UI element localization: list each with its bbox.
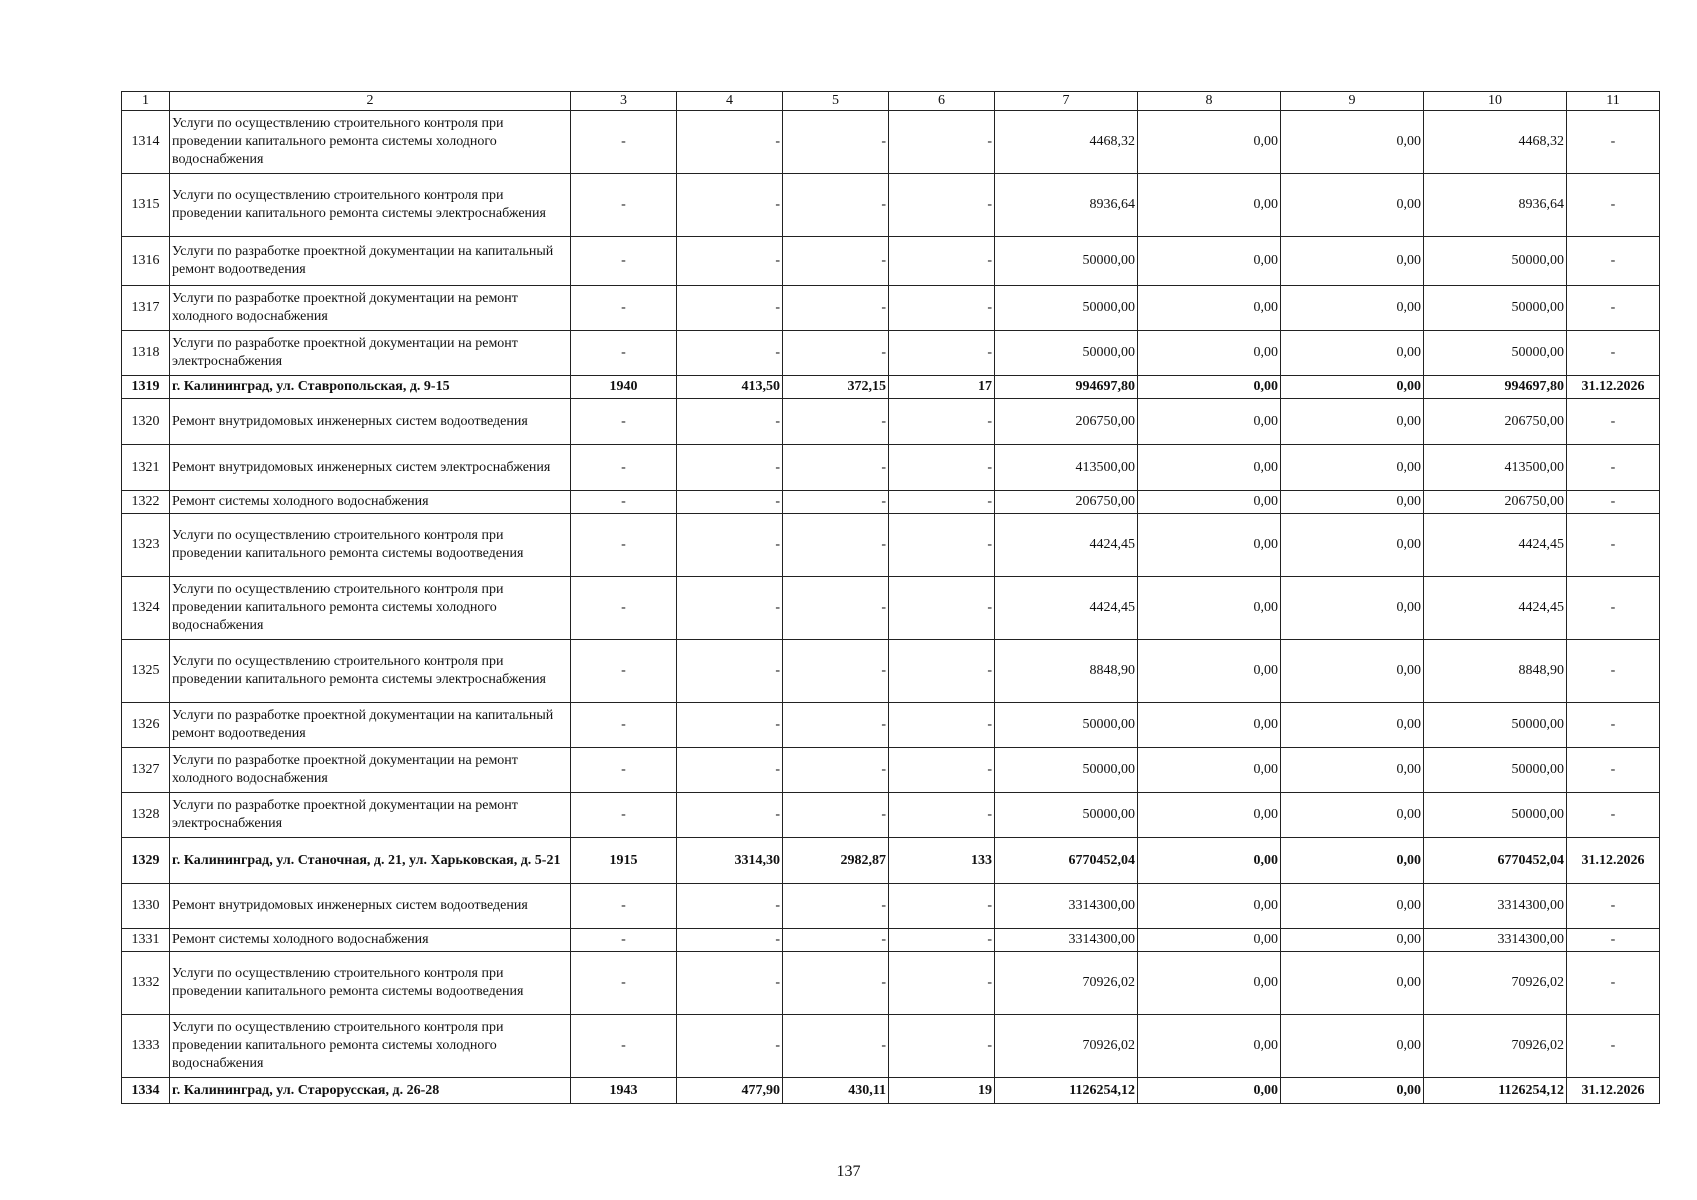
living-area-cell: - (783, 703, 889, 748)
owners-funds-cell: 70926,02 (1424, 1015, 1567, 1078)
deadline-cell: - (1567, 445, 1660, 491)
row-number-cell: 1320 (122, 399, 170, 445)
row-number-cell: 1315 (122, 174, 170, 237)
total-area-cell: - (677, 445, 783, 491)
funding-cell: 0,00 (1138, 577, 1281, 640)
year-cell: - (571, 748, 677, 793)
deadline-cell: - (1567, 1015, 1660, 1078)
funding-cell: 0,00 (1281, 286, 1424, 331)
work-name-cell: г. Калининград, ул. Станочная, д. 21, ул. Харьковская, д. 5-21 (170, 838, 571, 884)
work-name-cell: Услуги по разработке проектной документации на ремонт электроснабжения (170, 331, 571, 376)
living-area-cell: - (783, 491, 889, 514)
living-area-cell: - (783, 237, 889, 286)
deadline-cell: - (1567, 952, 1660, 1015)
total-area-cell: - (677, 640, 783, 703)
column-header: 5 (783, 92, 889, 111)
funding-cell: 0,00 (1138, 514, 1281, 577)
residents-cell: - (889, 793, 995, 838)
work-name-cell: Ремонт системы холодного водоснабжения (170, 491, 571, 514)
year-cell: - (571, 577, 677, 640)
table-row (122, 445, 1660, 491)
year-cell: - (571, 111, 677, 174)
funding-cell: 0,00 (1138, 445, 1281, 491)
owners-funds-cell: 413500,00 (1424, 445, 1567, 491)
funding-cell: 0,00 (1138, 1015, 1281, 1078)
residents-cell: - (889, 577, 995, 640)
year-cell: - (571, 514, 677, 577)
funding-cell: 0,00 (1281, 491, 1424, 514)
row-number-cell: 1328 (122, 793, 170, 838)
year-cell: - (571, 703, 677, 748)
work-name-cell: Услуги по осуществлению строительного контроля при проведении капитального ремонта системы электроснабжения (170, 174, 571, 237)
deadline-cell: - (1567, 331, 1660, 376)
residents-cell: - (889, 929, 995, 952)
funding-cell: 0,00 (1281, 514, 1424, 577)
row-number-cell: 1329 (122, 838, 170, 884)
funding-cell: 0,00 (1281, 399, 1424, 445)
funding-cell: 0,00 (1138, 1078, 1281, 1104)
work-name-cell: Ремонт внутридомовых инженерных систем водоотведения (170, 884, 571, 929)
funding-cell: 0,00 (1281, 577, 1424, 640)
work-name-cell: Услуги по осуществлению строительного контроля при проведении капитального ремонта системы электроснабжения (170, 640, 571, 703)
residents-cell: 19 (889, 1078, 995, 1104)
residents-cell: 133 (889, 838, 995, 884)
living-area-cell: - (783, 793, 889, 838)
total-cost-cell: 413500,00 (995, 445, 1138, 491)
owners-funds-cell: 8936,64 (1424, 174, 1567, 237)
work-name-cell: Услуги по осуществлению строительного контроля при проведении капитального ремонта системы холодного водоснабжения (170, 577, 571, 640)
total-area-cell: - (677, 399, 783, 445)
work-name-cell: Услуги по осуществлению строительного контроля при проведении капитального ремонта системы водоотведения (170, 514, 571, 577)
year-cell: - (571, 793, 677, 838)
owners-funds-cell: 70926,02 (1424, 952, 1567, 1015)
table-row (122, 111, 1660, 174)
year-cell: - (571, 174, 677, 237)
living-area-cell: - (783, 640, 889, 703)
row-number-cell: 1324 (122, 577, 170, 640)
table-row (122, 748, 1660, 793)
table-row (122, 838, 1660, 884)
row-number-cell: 1314 (122, 111, 170, 174)
column-header: 9 (1281, 92, 1424, 111)
row-number-cell: 1321 (122, 445, 170, 491)
funding-cell: 0,00 (1138, 703, 1281, 748)
works-table (121, 91, 1660, 1104)
funding-cell: 0,00 (1138, 111, 1281, 174)
table-row (122, 399, 1660, 445)
funding-cell: 0,00 (1138, 237, 1281, 286)
living-area-cell: - (783, 929, 889, 952)
table-row (122, 640, 1660, 703)
year-cell: - (571, 1015, 677, 1078)
total-cost-cell: 50000,00 (995, 331, 1138, 376)
row-number-cell: 1327 (122, 748, 170, 793)
row-number-cell: 1319 (122, 376, 170, 399)
funding-cell: 0,00 (1281, 640, 1424, 703)
row-number-cell: 1333 (122, 1015, 170, 1078)
column-header: 8 (1138, 92, 1281, 111)
funding-cell: 0,00 (1138, 640, 1281, 703)
total-cost-cell: 50000,00 (995, 748, 1138, 793)
work-name-cell: Услуги по осуществлению строительного контроля при проведении капитального ремонта системы холодного водоснабжения (170, 111, 571, 174)
work-name-cell: Ремонт системы холодного водоснабжения (170, 929, 571, 952)
work-name-cell: Услуги по осуществлению строительного контроля при проведении капитального ремонта системы холодного водоснабжения (170, 1015, 571, 1078)
total-area-cell: - (677, 748, 783, 793)
owners-funds-cell: 206750,00 (1424, 491, 1567, 514)
total-cost-cell: 3314300,00 (995, 929, 1138, 952)
residents-cell: - (889, 174, 995, 237)
residents-cell: - (889, 703, 995, 748)
funding-cell: 0,00 (1281, 793, 1424, 838)
owners-funds-cell: 8848,90 (1424, 640, 1567, 703)
owners-funds-cell: 50000,00 (1424, 748, 1567, 793)
table-row (122, 952, 1660, 1015)
living-area-cell: - (783, 952, 889, 1015)
funding-cell: 0,00 (1281, 111, 1424, 174)
row-number-cell: 1317 (122, 286, 170, 331)
deadline-cell: - (1567, 399, 1660, 445)
funding-cell: 0,00 (1281, 929, 1424, 952)
total-cost-cell: 8848,90 (995, 640, 1138, 703)
column-header: 7 (995, 92, 1138, 111)
total-area-cell: - (677, 703, 783, 748)
residents-cell: - (889, 445, 995, 491)
column-header: 2 (170, 92, 571, 111)
funding-cell: 0,00 (1281, 703, 1424, 748)
funding-cell: 0,00 (1138, 491, 1281, 514)
owners-funds-cell: 4424,45 (1424, 514, 1567, 577)
column-header: 4 (677, 92, 783, 111)
living-area-cell: - (783, 286, 889, 331)
owners-funds-cell: 50000,00 (1424, 237, 1567, 286)
total-area-cell: - (677, 577, 783, 640)
year-cell: - (571, 884, 677, 929)
total-cost-cell: 50000,00 (995, 237, 1138, 286)
total-cost-cell: 50000,00 (995, 793, 1138, 838)
total-area-cell: - (677, 111, 783, 174)
total-cost-cell: 994697,80 (995, 376, 1138, 399)
owners-funds-cell: 6770452,04 (1424, 838, 1567, 884)
owners-funds-cell: 50000,00 (1424, 703, 1567, 748)
row-number-cell: 1330 (122, 884, 170, 929)
residents-cell: - (889, 237, 995, 286)
residents-cell: - (889, 952, 995, 1015)
residents-cell: - (889, 399, 995, 445)
owners-funds-cell: 206750,00 (1424, 399, 1567, 445)
funding-cell: 0,00 (1138, 376, 1281, 399)
funding-cell: 0,00 (1138, 929, 1281, 952)
table-row (122, 793, 1660, 838)
living-area-cell: - (783, 748, 889, 793)
total-area-cell: 477,90 (677, 1078, 783, 1104)
living-area-cell: 372,15 (783, 376, 889, 399)
page-number: 137 (836, 1163, 861, 1180)
funding-cell: 0,00 (1138, 174, 1281, 237)
total-area-cell: - (677, 929, 783, 952)
living-area-cell: - (783, 174, 889, 237)
funding-cell: 0,00 (1281, 838, 1424, 884)
table-row (122, 286, 1660, 331)
living-area-cell: - (783, 445, 889, 491)
owners-funds-cell: 994697,80 (1424, 376, 1567, 399)
year-cell: 1940 (571, 376, 677, 399)
work-name-cell: г. Калининград, ул. Ставропольская, д. 9-15 (170, 376, 571, 399)
row-number-cell: 1334 (122, 1078, 170, 1104)
deadline-cell: 31.12.2026 (1567, 376, 1660, 399)
table-row (122, 1015, 1660, 1078)
residents-cell: - (889, 640, 995, 703)
total-cost-cell: 3314300,00 (995, 884, 1138, 929)
year-cell: - (571, 445, 677, 491)
total-cost-cell: 206750,00 (995, 399, 1138, 445)
funding-cell: 0,00 (1138, 884, 1281, 929)
table-row (122, 929, 1660, 952)
row-number-cell: 1331 (122, 929, 170, 952)
total-area-cell: - (677, 174, 783, 237)
total-area-cell: - (677, 793, 783, 838)
column-number-row (122, 92, 1660, 111)
funding-cell: 0,00 (1281, 174, 1424, 237)
residents-cell: - (889, 1015, 995, 1078)
table-row (122, 331, 1660, 376)
total-cost-cell: 4424,45 (995, 514, 1138, 577)
owners-funds-cell: 50000,00 (1424, 286, 1567, 331)
total-cost-cell: 8936,64 (995, 174, 1138, 237)
funding-cell: 0,00 (1138, 286, 1281, 331)
owners-funds-cell: 3314300,00 (1424, 884, 1567, 929)
table-row (122, 577, 1660, 640)
table-row (122, 514, 1660, 577)
year-cell: - (571, 640, 677, 703)
living-area-cell: - (783, 399, 889, 445)
column-header: 3 (571, 92, 677, 111)
year-cell: - (571, 237, 677, 286)
row-number-cell: 1325 (122, 640, 170, 703)
total-cost-cell: 70926,02 (995, 952, 1138, 1015)
work-name-cell: Услуги по разработке проектной документации на ремонт холодного водоснабжения (170, 286, 571, 331)
year-cell: - (571, 399, 677, 445)
deadline-cell: - (1567, 237, 1660, 286)
deadline-cell: - (1567, 577, 1660, 640)
total-area-cell: - (677, 884, 783, 929)
work-name-cell: Ремонт внутридомовых инженерных систем электроснабжения (170, 445, 571, 491)
deadline-cell: - (1567, 174, 1660, 237)
living-area-cell: - (783, 514, 889, 577)
owners-funds-cell: 1126254,12 (1424, 1078, 1567, 1104)
table-row (122, 703, 1660, 748)
year-cell: 1915 (571, 838, 677, 884)
total-area-cell: 413,50 (677, 376, 783, 399)
deadline-cell: - (1567, 640, 1660, 703)
year-cell: - (571, 286, 677, 331)
row-number-cell: 1322 (122, 491, 170, 514)
funding-cell: 0,00 (1138, 838, 1281, 884)
column-header: 1 (122, 92, 170, 111)
residents-cell: - (889, 286, 995, 331)
funding-cell: 0,00 (1138, 331, 1281, 376)
table-row (122, 1078, 1660, 1104)
owners-funds-cell: 3314300,00 (1424, 929, 1567, 952)
total-cost-cell: 4468,32 (995, 111, 1138, 174)
document-table-container (121, 91, 1659, 1104)
funding-cell: 0,00 (1281, 237, 1424, 286)
residents-cell: - (889, 111, 995, 174)
total-cost-cell: 4424,45 (995, 577, 1138, 640)
residents-cell: - (889, 331, 995, 376)
deadline-cell: 31.12.2026 (1567, 1078, 1660, 1104)
residents-cell: - (889, 491, 995, 514)
row-number-cell: 1323 (122, 514, 170, 577)
work-name-cell: г. Калининград, ул. Старорусская, д. 26-28 (170, 1078, 571, 1104)
funding-cell: 0,00 (1281, 1015, 1424, 1078)
funding-cell: 0,00 (1138, 952, 1281, 1015)
funding-cell: 0,00 (1138, 399, 1281, 445)
total-area-cell: - (677, 514, 783, 577)
deadline-cell: - (1567, 491, 1660, 514)
row-number-cell: 1326 (122, 703, 170, 748)
funding-cell: 0,00 (1281, 884, 1424, 929)
column-header: 10 (1424, 92, 1567, 111)
funding-cell: 0,00 (1281, 1078, 1424, 1104)
deadline-cell: - (1567, 703, 1660, 748)
total-area-cell: - (677, 331, 783, 376)
deadline-cell: - (1567, 929, 1660, 952)
funding-cell: 0,00 (1281, 376, 1424, 399)
total-cost-cell: 6770452,04 (995, 838, 1138, 884)
living-area-cell: - (783, 884, 889, 929)
total-area-cell: 3314,30 (677, 838, 783, 884)
funding-cell: 0,00 (1281, 331, 1424, 376)
total-cost-cell: 1126254,12 (995, 1078, 1138, 1104)
work-name-cell: Ремонт внутридомовых инженерных систем водоотведения (170, 399, 571, 445)
funding-cell: 0,00 (1138, 793, 1281, 838)
living-area-cell: - (783, 1015, 889, 1078)
residents-cell: 17 (889, 376, 995, 399)
deadline-cell: - (1567, 514, 1660, 577)
residents-cell: - (889, 884, 995, 929)
deadline-cell: - (1567, 286, 1660, 331)
work-name-cell: Услуги по осуществлению строительного контроля при проведении капитального ремонта системы водоотведения (170, 952, 571, 1015)
row-number-cell: 1316 (122, 237, 170, 286)
owners-funds-cell: 4468,32 (1424, 111, 1567, 174)
table-row (122, 376, 1660, 399)
table-row (122, 491, 1660, 514)
deadline-cell: - (1567, 748, 1660, 793)
living-area-cell: - (783, 331, 889, 376)
row-number-cell: 1332 (122, 952, 170, 1015)
total-area-cell: - (677, 1015, 783, 1078)
total-cost-cell: 206750,00 (995, 491, 1138, 514)
funding-cell: 0,00 (1281, 952, 1424, 1015)
funding-cell: 0,00 (1281, 748, 1424, 793)
year-cell: - (571, 952, 677, 1015)
owners-funds-cell: 50000,00 (1424, 793, 1567, 838)
table-row (122, 884, 1660, 929)
owners-funds-cell: 50000,00 (1424, 331, 1567, 376)
work-name-cell: Услуги по разработке проектной документации на ремонт холодного водоснабжения (170, 748, 571, 793)
table-row (122, 174, 1660, 237)
work-name-cell: Услуги по разработке проектной документации на капитальный ремонт водоотведения (170, 237, 571, 286)
column-header: 11 (1567, 92, 1660, 111)
total-area-cell: - (677, 952, 783, 1015)
total-area-cell: - (677, 237, 783, 286)
residents-cell: - (889, 748, 995, 793)
funding-cell: 0,00 (1138, 748, 1281, 793)
total-cost-cell: 70926,02 (995, 1015, 1138, 1078)
total-area-cell: - (677, 286, 783, 331)
work-name-cell: Услуги по разработке проектной документации на капитальный ремонт водоотведения (170, 703, 571, 748)
work-name-cell: Услуги по разработке проектной документации на ремонт электроснабжения (170, 793, 571, 838)
table-row (122, 237, 1660, 286)
year-cell: - (571, 929, 677, 952)
deadline-cell: - (1567, 793, 1660, 838)
living-area-cell: 430,11 (783, 1078, 889, 1104)
living-area-cell: - (783, 111, 889, 174)
column-header: 6 (889, 92, 995, 111)
row-number-cell: 1318 (122, 331, 170, 376)
total-cost-cell: 50000,00 (995, 286, 1138, 331)
residents-cell: - (889, 514, 995, 577)
year-cell: - (571, 491, 677, 514)
deadline-cell: 31.12.2026 (1567, 838, 1660, 884)
living-area-cell: 2982,87 (783, 838, 889, 884)
deadline-cell: - (1567, 884, 1660, 929)
deadline-cell: - (1567, 111, 1660, 174)
total-cost-cell: 50000,00 (995, 703, 1138, 748)
funding-cell: 0,00 (1281, 445, 1424, 491)
year-cell: 1943 (571, 1078, 677, 1104)
living-area-cell: - (783, 577, 889, 640)
total-area-cell: - (677, 491, 783, 514)
year-cell: - (571, 331, 677, 376)
owners-funds-cell: 4424,45 (1424, 577, 1567, 640)
